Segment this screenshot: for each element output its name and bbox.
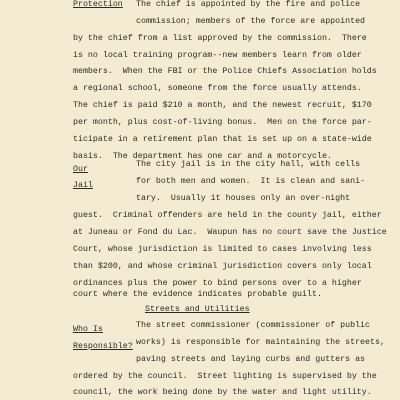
text-line: members. When the FBI or the Police Chiefs Association holds <box>73 67 377 76</box>
text-line: The street commissioner (commissioner of public <box>136 321 371 330</box>
heading-responsible: Responsible? <box>73 342 133 351</box>
text-line: Court, whose jurisdiction is limited to cases involving less <box>73 245 372 254</box>
text-line: is no local training program--new members learn from older <box>73 51 362 60</box>
text-line: tary. Usually it houses only an over-night <box>136 194 351 203</box>
text-line: a regional school, someone from the force usually attends. <box>73 84 362 93</box>
text-line: by the chief from a list approved by the commission. There <box>73 34 367 43</box>
text-line: The city jail is in the city hall, with cells <box>136 160 361 169</box>
text-line: for both men and women. It is clean and sani- <box>136 177 366 186</box>
text-line: basis. The department has one car and a motorcycle. <box>73 152 332 161</box>
text-line: than $200, and whose criminal jurisdiction covers only local <box>73 262 372 271</box>
text-line: commission; members of the force are appointed <box>136 17 366 26</box>
text-line: paving streets and laying curbs and gutters as <box>136 355 366 364</box>
heading-who-is: Who Is <box>73 325 103 334</box>
text-line: per month, plus cost-of-living bonus. Men on the force par- <box>73 118 372 127</box>
heading-protection: Protection <box>73 0 123 9</box>
text-line: ticipate in a retirement plan that is set up on a state-wide <box>73 135 372 144</box>
text-line: works) is responsible for maintaining the streets, <box>136 338 385 347</box>
heading-streets-and-utilities: Streets and Utilities <box>145 305 250 314</box>
text-line: court where the evidence indicates probable guilt. <box>73 290 322 299</box>
text-line: guest. Criminal offenders are held in the county jail, either <box>73 211 382 220</box>
text-line: The chief is paid $210 a month, and the newest recruit, $170 <box>73 101 372 110</box>
text-line: ordinances plus the power to bind persons over to a higher <box>73 279 362 288</box>
heading-our: Our <box>73 165 88 174</box>
text-line: ordered by the council. Street lighting is supervised by the <box>73 372 377 381</box>
text-line: at Juneau or Fond du Lac. Waupun has no court save the Justice <box>73 228 387 237</box>
text-line: council, the work being done by the water and light utility. <box>73 388 372 397</box>
text-line: The chief is appointed by the fire and police <box>136 0 361 9</box>
heading-jail: Jail <box>73 181 93 190</box>
